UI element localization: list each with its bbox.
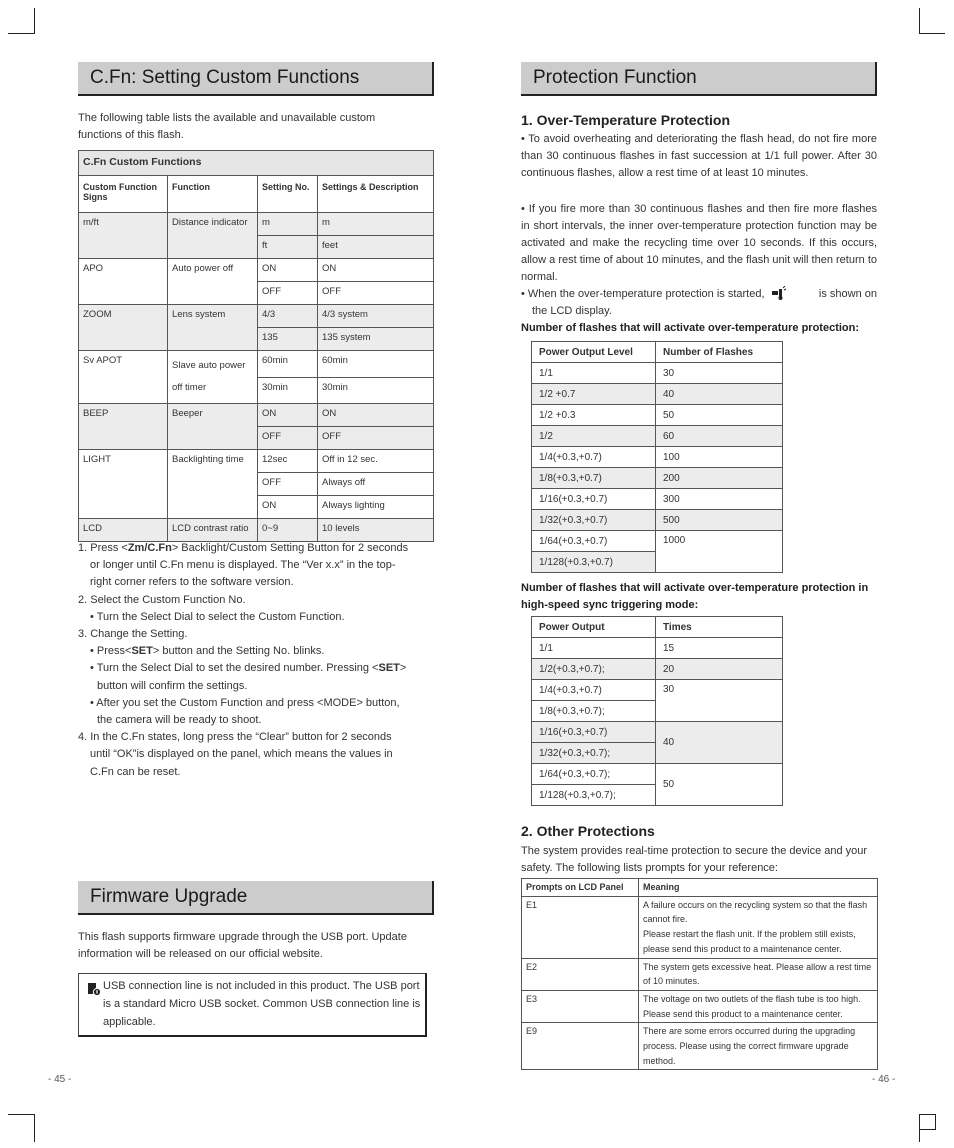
cell: 135 system [318,328,434,351]
step-line [78,643,438,660]
step-text: > Backlight/Custom Setting Button for 2 seconds [171,542,409,554]
cell: There are some errors occurred during the upgrading process. Please using the correct firmware upgrade method. [639,1023,878,1070]
cell: m/ft [79,213,168,259]
thermometer-icon [771,286,787,300]
cfn-table-title: C.Fn Custom Functions [79,151,434,176]
cell: m [258,213,318,236]
cell: 60min [258,351,318,378]
cell: ON [258,259,318,282]
cell-line: off timer [172,382,207,393]
cell: Distance indicator [168,213,258,259]
cell: 40 [656,722,783,764]
note-text: USB connection line is not included in this product. The USB port is a standard Micro USB socket. Common USB connection line is applicable. [103,980,421,1028]
cell: m [318,213,434,236]
cell: Lens system [168,305,258,351]
cell: 1/1 [532,638,656,659]
cell: 1/2 [532,426,656,447]
col-header: Power Output [532,617,656,638]
step-text: > button and the Setting No. blinks. [152,645,325,658]
page-number: - 46 - [872,1074,896,1085]
bullet-3-text: • When the over-temperature protection is started, [521,288,765,300]
step-key: SET [378,662,400,675]
col-header: Power Output Level [532,342,656,363]
crop-mark [919,8,920,34]
col-header: Function [168,176,258,213]
cell: 12sec [258,450,318,473]
cell: 50 [656,405,783,426]
cell: 1/8(+0.3,+0.7) [532,468,656,489]
cell: Backlighting time [168,450,258,519]
cell: E9 [522,1023,639,1070]
crop-mark [920,1114,936,1130]
step-line: until “OK”is displayed on the panel, which means the values in [90,748,393,761]
cfn-intro: The following table lists the available and unavailable custom functions of this flash. [78,112,376,141]
bullet-1: • To avoid overheating and deteriorating the flash head, do not fire more than 30 continuous flashes in fast succession at 1/1 full power. After 30 continuous flashes, allow a rest time of at least 10 minutes. [521,133,877,179]
cell: Always off [318,473,434,496]
step-line: button will confirm the settings. [97,679,248,692]
cell: ON [318,404,434,427]
cell: ft [258,236,318,259]
step-line [78,660,438,677]
col-header: Custom Function Signs [79,176,168,213]
step-key: SET [131,645,153,658]
cfn-steps [78,540,438,781]
col-header: Number of Flashes [656,342,783,363]
cell: 1/2(+0.3,+0.7); [532,659,656,680]
step-line: C.Fn can be reset. [90,765,181,778]
step-line: • Turn the Select Dial to select the Custom Function. [90,610,345,623]
hss-table [531,616,783,806]
cell: 1/8(+0.3,+0.7); [532,701,656,722]
cell: ZOOM [79,305,168,351]
crop-mark [8,1114,34,1115]
page-number: - 45 - [48,1074,72,1085]
bullet-3 [521,286,877,320]
cell: APO [79,259,168,305]
cell: ON [258,496,318,519]
cell: 200 [656,468,783,489]
cell: 1/2 +0.7 [532,384,656,405]
firmware-heading: Firmware Upgrade [78,881,434,915]
crop-mark [919,33,945,34]
col-header: Times [656,617,783,638]
cell: 1/4(+0.3,+0.7) [532,447,656,468]
cell: 1/16(+0.3,+0.7) [532,489,656,510]
cell: 4/3 [258,305,318,328]
cell: The voltage on two outlets of the flash tube is too high. Please send this product to a maintenance center. [639,990,878,1022]
cell: feet [318,236,434,259]
lcd-prompts-table [521,878,878,1070]
cell: OFF [258,282,318,305]
cell: 1/16(+0.3,+0.7) [532,722,656,743]
over-temp-subheading: 1. Over-Temperature Protection [521,112,731,128]
cell: 1000 [656,531,783,573]
cell: 1/1 [532,363,656,384]
cell: 1/64(+0.3,+0.7) [532,531,656,552]
cell: 30min [258,377,318,404]
col-header: Prompts on LCD Panel [522,879,639,897]
cell-line: Slave auto power [172,360,246,371]
crop-mark [34,8,35,34]
cell [168,351,258,404]
cell: OFF [258,473,318,496]
cell-line: Please restart the flash unit. If the problem still exists, please send this product to a maintenance center. [643,929,856,954]
other-protections-subheading: 2. Other Protections [521,823,655,839]
cell: Beeper [168,404,258,450]
cell: 50 [656,764,783,806]
cell: 15 [656,638,783,659]
cell: 100 [656,447,783,468]
cell: 30 [656,363,783,384]
table1-caption: Number of flashes that will activate over-temperature protection: [521,322,860,334]
cell: ON [258,404,318,427]
cell: OFF [258,427,318,450]
step-line: 4. In the C.Fn states, long press the “Clear” button for 2 seconds [78,731,392,744]
step-text: > [399,662,407,675]
step-key: Zm/C.Fn [127,542,172,554]
step-line: • After you set the Custom Function and press <MODE> button, [90,696,400,709]
cell-line: A failure occurs on the recycling system so that the flash cannot fire. [643,899,868,925]
cell: 4/3 system [318,305,434,328]
step-text: • Press< [90,645,132,658]
cell: 60 [656,426,783,447]
cell: Auto power off [168,259,258,305]
cell: Sv APOT [79,351,168,404]
cell: LIGHT [79,450,168,519]
cell: LCD [79,519,168,542]
step-line: 2. Select the Custom Function No. [78,593,246,606]
cell: 10 levels [318,519,434,542]
cell: 1/4(+0.3,+0.7) [532,680,656,701]
step-text: 1. Press < [78,542,128,554]
step-line [78,540,438,557]
step-line: or longer until C.Fn menu is displayed. The “Ver x.x” in the top- [90,559,396,572]
cell: 0~9 [258,519,318,542]
cfn-heading: C.Fn: Setting Custom Functions [78,62,434,96]
crop-mark [34,1114,35,1142]
bullet-3-text: the LCD display. [532,305,612,317]
cell: 30 [656,680,783,722]
cell: 60min [318,351,434,378]
note-icon [87,982,101,996]
other-protections-intro: The system provides real-time protection to secure the device and your safety. The following lists prompts for your reference: [521,845,868,874]
step-line: the camera will be ready to shoot. [97,714,262,727]
cell: OFF [318,427,434,450]
cell: 1/64(+0.3,+0.7); [532,764,656,785]
cell: 1/128(+0.3,+0.7); [532,785,656,806]
cell: Always lighting [318,496,434,519]
table2-caption: Number of flashes that will activate over-temperature protection in high-speed sync triggering mode: [521,582,869,611]
cell: Off in 12 sec. [318,450,434,473]
cell: 300 [656,489,783,510]
cell: 500 [656,510,783,531]
cell: E1 [522,896,639,958]
cell: The system gets excessive heat. Please allow a rest time of 10 minutes. [639,958,878,990]
cell: OFF [318,282,434,305]
col-header: Settings & Description [318,176,434,213]
protection-heading: Protection Function [521,62,877,96]
step-text: • Turn the Select Dial to set the desired number. Pressing < [90,662,379,675]
cell: E3 [522,990,639,1022]
cell: 30min [318,377,434,404]
bullet-2: • If you fire more than 30 continuous flashes and then fire more flashes in short intervals, the inner over-temperature protection function may be activated and make the recycling time over 10 seconds. If this occurs, allow a rest time of about 10 minutes, and the flash unit will then return to normal. [521,203,877,283]
cell: BEEP [79,404,168,450]
cell: 40 [656,384,783,405]
cell [639,896,878,958]
cell: LCD contrast ratio [168,519,258,542]
cell: 1/32(+0.3,+0.7) [532,510,656,531]
cell: 1/32(+0.3,+0.7); [532,743,656,764]
cell: 1/2 +0.3 [532,405,656,426]
cfn-table [78,150,434,542]
cell: E2 [522,958,639,990]
over-temp-table [531,341,783,573]
cell: ON [318,259,434,282]
crop-mark [8,33,34,34]
firmware-note [78,973,427,1037]
col-header: Meaning [639,879,878,897]
cell: 1/128(+0.3,+0.7) [532,552,656,573]
cell: 20 [656,659,783,680]
firmware-text: This flash supports firmware upgrade through the USB port. Update information will be released on our official website. [78,931,407,960]
step-line: right corner refers to the software version. [90,576,294,589]
col-header: Setting No. [258,176,318,213]
cell: 135 [258,328,318,351]
bullet-3-text: is shown on [818,288,877,300]
step-line: 3. Change the Setting. [78,628,188,641]
